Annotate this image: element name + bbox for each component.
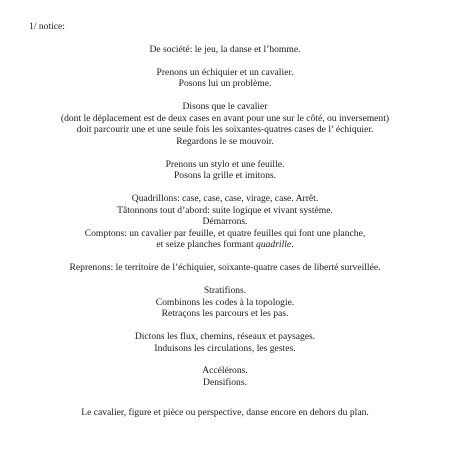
poem-line: Reprenons: le territoire de l’échiquier, soixante-quatre cases de liberté surveillée. [69,262,381,274]
poem-line: Dictons les flux, chemins, réseaux et paysages. [134,331,316,342]
poem-line: Disons que le cavalier [182,101,268,113]
notice-heading: 1/ notice: [29,21,65,32]
closing-line: Le cavalier, figure et pièce ou perspective, danse encore en dehors du plan. [81,406,369,418]
poem-line: (dont le déplacement est de deux cases en avant pour une sur le côté, ou inversement) [60,112,390,124]
poem-line: Posons la grille et imitons. [173,170,277,182]
poem-line: doit parcourir une et une seule fois les soixantes-quatres cases de l’ échiquier. [76,124,374,136]
stanza-4 [0,159,450,182]
poem-line: Accélérons. [202,365,248,377]
poem-line: Stratifions. [203,285,247,297]
poem-line: Prenons un stylo et une feuille. [165,158,285,170]
stanza-3 [0,101,450,147]
poem-line: Quadrillons: case, case, case, virage, case. Arrêt. [131,193,319,205]
closing-stanza [0,407,450,419]
line-text: et seize planches formant [156,239,257,251]
stanza-6 [0,262,450,274]
poem-line: Densifions. [203,376,247,388]
poem-line-with-italic [0,239,450,251]
stanza-8 [0,331,450,354]
stanza-5 [0,193,450,251]
poem-line: Combinons les codes à la topologie. [155,296,295,308]
poem-line: Posons lui un problème. [178,78,272,90]
poem-line: Retraçons les parcours et les pas. [161,308,289,320]
poem-line: Regardons le se mouvoir. [176,135,274,147]
poem-line: Comptons: un cavalier par feuille, et quatre feuilles qui font une planche, [84,227,366,239]
stanza-1 [0,44,450,56]
italic-word: quadrille [256,239,292,251]
poem-line: Induisons les circulations, les gestes. [154,342,296,354]
poem-line: De société: le jeu, la danse et l’homme. [149,44,301,55]
stanza-7 [0,285,450,320]
stanza-2 [0,67,450,90]
poem-line: Démarrons. [202,216,248,228]
stanza-9 [0,365,450,388]
poem-line: Tâtonnons tout d’abord: suite logique et vivant système. [117,204,333,216]
poem-body [0,44,450,429]
line-text: . [291,239,294,251]
poem-line: Prenons un échiquier et un cavalier. [156,66,294,78]
